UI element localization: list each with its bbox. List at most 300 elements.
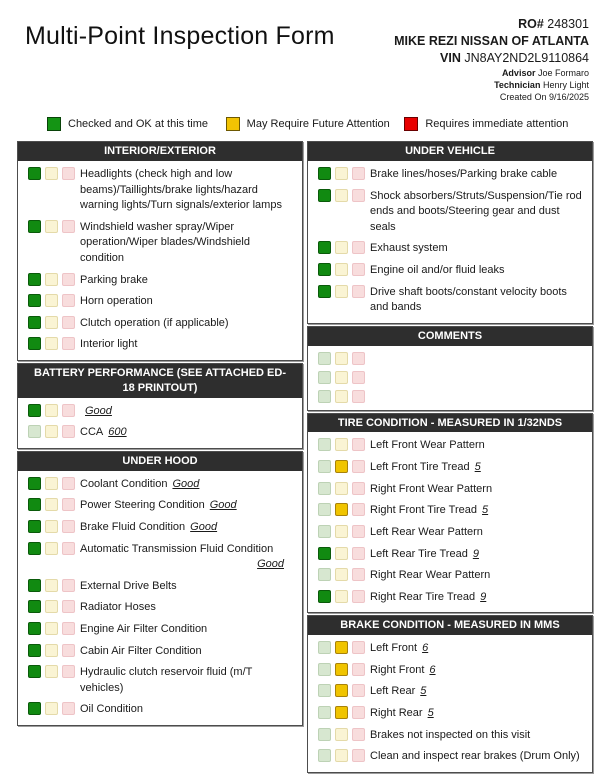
- row-label: Right Front Wear Pattern: [370, 482, 493, 495]
- status-checkbox-red[interactable]: [352, 263, 365, 276]
- row-value: 5: [474, 461, 481, 474]
- status-checkbox-red[interactable]: [352, 547, 365, 560]
- status-checkbox-green[interactable]: [318, 728, 331, 741]
- inspection-row: [18, 597, 302, 619]
- status-checkbox-yellow[interactable]: [335, 663, 348, 676]
- status-checkbox-red[interactable]: [62, 220, 75, 233]
- status-checkbox-red[interactable]: [352, 390, 365, 403]
- inspection-row: [18, 539, 302, 576]
- section-body: [308, 346, 592, 410]
- status-checkbox-yellow[interactable]: [335, 352, 348, 365]
- dealer-name: MIKE REZI NISSAN OF ATLANTA: [394, 33, 589, 48]
- status-checkbox-yellow[interactable]: [45, 702, 58, 715]
- status-checkbox-yellow[interactable]: [45, 425, 58, 438]
- row-label: Brake Fluid Condition Good: [80, 520, 218, 533]
- row-label: Cabin Air Filter Condition: [80, 644, 202, 657]
- technician-name: Henry Light: [542, 79, 589, 90]
- status-checkbox-green[interactable]: [28, 294, 41, 307]
- red-status-icon: [404, 117, 418, 131]
- section-title: COMMENTS: [308, 327, 592, 346]
- status-checkbox-red[interactable]: [352, 706, 365, 719]
- row-value: 5: [427, 707, 434, 719]
- status-checkbox-green[interactable]: [28, 665, 41, 678]
- status-checkbox-green[interactable]: [318, 749, 331, 762]
- row-label: Parking brake: [80, 273, 148, 286]
- status-checkbox-green[interactable]: [28, 316, 41, 329]
- status-checkbox-red[interactable]: [352, 525, 365, 538]
- inspection-row: [18, 291, 302, 313]
- status-checkbox-red[interactable]: [62, 316, 75, 329]
- row-label: Shock absorbers/Struts/Suspension/Tie rod ends and boots/Steering gear and dust seals: [370, 189, 582, 233]
- row-label: Left Front 6: [370, 642, 429, 655]
- status-checkboxes: [28, 702, 75, 715]
- row-label: Right Front 6: [370, 663, 436, 676]
- section-body: [18, 471, 302, 725]
- status-checkbox-green[interactable]: [28, 498, 41, 511]
- technician-label: Technician: [494, 79, 541, 90]
- section-tire-condition-measured-in-1-32nds: [307, 413, 593, 614]
- status-checkbox-yellow[interactable]: [45, 542, 58, 555]
- inspection-row: [308, 703, 592, 725]
- row-value: 5: [420, 685, 427, 698]
- status-checkbox-yellow[interactable]: [45, 404, 58, 417]
- status-checkbox-yellow[interactable]: [335, 241, 348, 254]
- inspection-row: [18, 517, 302, 539]
- row-label: Left Rear 5: [370, 685, 427, 698]
- row-label: Power Steering Condition Good: [80, 499, 237, 512]
- status-checkbox-yellow[interactable]: [335, 568, 348, 581]
- section-battery-performance-see-attached-ed-18-printout: [17, 363, 303, 449]
- status-checkbox-red[interactable]: [352, 663, 365, 676]
- inspection-row: [308, 186, 592, 239]
- row-value: Good: [257, 558, 284, 571]
- status-checkboxes: [318, 371, 365, 384]
- status-checkboxes: [318, 706, 365, 719]
- status-checkbox-yellow[interactable]: [335, 749, 348, 762]
- status-checkboxes: [318, 663, 365, 676]
- row-value: 9: [472, 547, 479, 560]
- section-under-hood: [17, 451, 303, 726]
- legend-item-future-attention: [226, 117, 405, 131]
- section-body: [308, 161, 592, 323]
- inspection-row: [18, 313, 302, 335]
- status-checkboxes: [28, 404, 75, 417]
- row-label: Exhaust system: [370, 242, 448, 255]
- inspection-row: [18, 164, 302, 217]
- status-checkbox-yellow[interactable]: [335, 390, 348, 403]
- status-checkboxes: [318, 390, 365, 403]
- row-label: Oil Condition: [80, 703, 143, 716]
- row-label: Right Front Tire Tread 5: [370, 504, 489, 517]
- status-checkbox-yellow[interactable]: [45, 520, 58, 533]
- status-checkbox-yellow[interactable]: [45, 273, 58, 286]
- status-checkbox-red[interactable]: [352, 568, 365, 581]
- status-checkboxes: [28, 622, 75, 635]
- inspection-row: [18, 474, 302, 496]
- status-checkboxes: [318, 167, 365, 180]
- section-body: [308, 432, 592, 612]
- status-checkbox-green[interactable]: [318, 189, 331, 202]
- status-checkbox-green[interactable]: [318, 460, 331, 473]
- status-checkbox-green[interactable]: [28, 273, 41, 286]
- row-label: Brake lines/hoses/Parking brake cable: [370, 167, 558, 180]
- status-checkbox-green[interactable]: [28, 477, 41, 490]
- status-checkboxes: [318, 482, 365, 495]
- created-on-line: Created On 9/16/2025: [499, 91, 589, 102]
- status-checkbox-yellow[interactable]: [335, 503, 348, 516]
- status-checkboxes: [318, 460, 365, 473]
- row-value: Good: [85, 404, 112, 417]
- row-value: 6: [422, 642, 429, 655]
- status-checkbox-red[interactable]: [352, 503, 365, 516]
- row-label: Coolant Condition Good: [80, 477, 200, 490]
- status-checkbox-yellow[interactable]: [45, 337, 58, 350]
- inspection-row: [18, 576, 302, 598]
- advisor-line: [394, 67, 589, 79]
- status-checkbox-red[interactable]: [62, 542, 75, 555]
- section-title: UNDER VEHICLE: [308, 142, 592, 161]
- row-label: Right Rear Wear Pattern: [370, 569, 491, 582]
- status-checkbox-yellow[interactable]: [45, 622, 58, 635]
- inspection-row: [308, 260, 592, 282]
- inspection-row: [308, 479, 592, 501]
- row-value: 5: [482, 504, 489, 517]
- status-checkboxes: [28, 477, 75, 490]
- section-title: BRAKE CONDITION - MEASURED IN MMS: [308, 616, 592, 635]
- status-checkbox-green[interactable]: [318, 684, 331, 697]
- inspection-row: [18, 401, 302, 423]
- status-checkboxes: [28, 665, 75, 678]
- status-checkbox-green[interactable]: [318, 390, 331, 403]
- status-checkbox-yellow[interactable]: [335, 263, 348, 276]
- status-checkboxes: [318, 438, 365, 451]
- status-checkbox-red[interactable]: [352, 482, 365, 495]
- inspection-row: [18, 641, 302, 663]
- status-checkbox-green[interactable]: [28, 600, 41, 613]
- section-brake-condition-measured-in-mms: [307, 615, 593, 773]
- status-checkboxes: [28, 520, 75, 533]
- status-checkbox-red[interactable]: [352, 438, 365, 451]
- form-columns: [17, 139, 593, 775]
- row-label: External Drive Belts: [80, 579, 177, 592]
- ro-number: 248301: [547, 17, 589, 31]
- status-checkbox-red[interactable]: [62, 498, 75, 511]
- inspection-row: [308, 164, 592, 186]
- status-checkbox-red[interactable]: [62, 294, 75, 307]
- status-checkbox-green[interactable]: [318, 547, 331, 560]
- inspection-row: [308, 349, 592, 368]
- inspection-row: [18, 422, 302, 444]
- status-checkbox-red[interactable]: [352, 749, 365, 762]
- status-checkboxes: [318, 728, 365, 741]
- status-checkbox-green[interactable]: [318, 241, 331, 254]
- status-checkbox-yellow[interactable]: [45, 498, 58, 511]
- legend-label-future-attention: May Require Future Attention: [246, 118, 390, 131]
- status-checkbox-yellow[interactable]: [45, 665, 58, 678]
- status-checkbox-yellow[interactable]: [335, 641, 348, 654]
- legend-item-immediate-attention: [404, 117, 583, 131]
- status-checkboxes: [28, 425, 75, 438]
- status-checkboxes: [318, 525, 365, 538]
- row-value: 600: [108, 426, 127, 439]
- section-body: [308, 635, 592, 772]
- row-label: Left Front Wear Pattern: [370, 439, 485, 452]
- row-label: Left Rear Tire Tread 9: [370, 547, 479, 560]
- inspection-row: [308, 238, 592, 260]
- inspection-row: [308, 387, 592, 406]
- row-label: Engine Air Filter Condition: [80, 623, 208, 635]
- status-checkbox-green[interactable]: [318, 167, 331, 180]
- status-checkbox-red[interactable]: [62, 600, 75, 613]
- row-label: Horn operation: [80, 295, 153, 308]
- status-checkbox-yellow[interactable]: [335, 525, 348, 538]
- ro-number-line: [394, 16, 589, 33]
- inspection-row: [18, 270, 302, 292]
- status-checkbox-red[interactable]: [62, 702, 75, 715]
- status-checkbox-red[interactable]: [352, 371, 365, 384]
- row-value: Good: [172, 477, 200, 490]
- inspection-row: [308, 368, 592, 387]
- status-checkbox-yellow[interactable]: [335, 189, 348, 202]
- status-checkbox-green[interactable]: [318, 663, 331, 676]
- status-checkboxes: [318, 641, 365, 654]
- status-checkbox-green[interactable]: [28, 425, 41, 438]
- inspection-row: [18, 662, 302, 699]
- status-checkboxes: [28, 600, 75, 613]
- status-checkbox-green[interactable]: [318, 438, 331, 451]
- status-checkbox-yellow[interactable]: [335, 684, 348, 697]
- row-label: Right Rear 5: [370, 707, 434, 719]
- status-checkbox-yellow[interactable]: [45, 316, 58, 329]
- page-title: Multi-Point Inspection Form: [25, 22, 335, 50]
- vin-label: VIN: [440, 50, 461, 65]
- status-checkbox-red[interactable]: [352, 241, 365, 254]
- green-status-icon: [47, 117, 61, 131]
- status-checkbox-green[interactable]: [28, 542, 41, 555]
- status-checkbox-yellow[interactable]: [45, 294, 58, 307]
- status-checkbox-yellow[interactable]: [335, 167, 348, 180]
- status-checkbox-green[interactable]: [318, 371, 331, 384]
- row-label: Clean and inspect rear brakes (Drum Only): [370, 750, 580, 763]
- status-checkbox-yellow[interactable]: [335, 371, 348, 384]
- status-checkbox-yellow[interactable]: [335, 285, 348, 298]
- status-checkbox-red[interactable]: [62, 404, 75, 417]
- section-title: UNDER HOOD: [18, 452, 302, 471]
- status-checkbox-yellow[interactable]: [335, 590, 348, 603]
- row-label: Right Rear Tire Tread 9: [370, 590, 487, 603]
- vin-value: JN8AY2ND2L9110864: [464, 50, 589, 65]
- status-checkboxes: [318, 241, 365, 254]
- section-title: INTERIOR/EXTERIOR: [18, 142, 302, 161]
- status-checkboxes: [318, 749, 365, 762]
- status-checkbox-green[interactable]: [28, 404, 41, 417]
- legend-label-immediate-attention: Requires immediate attention: [425, 118, 569, 131]
- inspection-row: [308, 725, 592, 747]
- status-checkbox-green[interactable]: [318, 263, 331, 276]
- row-label: [80, 404, 294, 420]
- status-checkbox-green[interactable]: [318, 641, 331, 654]
- status-checkbox-green[interactable]: [318, 482, 331, 495]
- row-label: Interior light: [80, 338, 138, 351]
- status-checkboxes: [318, 285, 365, 298]
- status-checkbox-yellow[interactable]: [45, 644, 58, 657]
- inspection-row: [18, 495, 302, 517]
- inspection-row: [308, 660, 592, 682]
- status-checkbox-red[interactable]: [62, 644, 75, 657]
- status-legend: [17, 103, 593, 139]
- status-checkbox-red[interactable]: [62, 520, 75, 533]
- inspection-row: [18, 334, 302, 356]
- status-checkbox-red[interactable]: [62, 622, 75, 635]
- status-checkbox-red[interactable]: [62, 477, 75, 490]
- status-checkboxes: [318, 503, 365, 516]
- row-label: Headlights (check high and low beams)/Taillights/brake lights/hazard warning lights/Turn signals/exterior lamps: [80, 167, 282, 212]
- status-checkbox-red[interactable]: [352, 285, 365, 298]
- status-checkbox-green[interactable]: [318, 503, 331, 516]
- section-body: [18, 398, 302, 448]
- status-checkbox-yellow[interactable]: [335, 706, 348, 719]
- inspection-row: [18, 619, 302, 641]
- status-checkbox-green[interactable]: [28, 520, 41, 533]
- status-checkboxes: [28, 316, 75, 329]
- section-title: TIRE CONDITION - MEASURED IN 1/32NDS: [308, 414, 592, 433]
- status-checkbox-yellow[interactable]: [335, 547, 348, 560]
- status-checkbox-red[interactable]: [352, 728, 365, 741]
- section-title: BATTERY PERFORMANCE (SEE ATTACHED ED-18 PRINTOUT): [18, 364, 302, 398]
- status-checkbox-yellow[interactable]: [335, 460, 348, 473]
- status-checkbox-red[interactable]: [352, 460, 365, 473]
- inspection-row: [308, 435, 592, 457]
- status-checkboxes: [28, 167, 75, 180]
- header-meta: [394, 16, 589, 103]
- inspection-row: [18, 699, 302, 721]
- row-label: Windshield washer spray/Wiper operation/Wiper blades/Windshield condition: [80, 220, 250, 264]
- status-checkbox-red[interactable]: [62, 337, 75, 350]
- status-checkbox-red[interactable]: [62, 425, 75, 438]
- inspection-row: [308, 544, 592, 566]
- section-under-vehicle: [307, 141, 593, 324]
- status-checkbox-green[interactable]: [318, 706, 331, 719]
- status-checkbox-red[interactable]: [352, 352, 365, 365]
- row-value: 9: [480, 590, 487, 603]
- row-label: Engine oil and/or fluid leaks: [370, 263, 505, 276]
- status-checkboxes: [28, 542, 75, 555]
- status-checkboxes: [28, 579, 75, 592]
- status-checkbox-red[interactable]: [62, 665, 75, 678]
- inspection-row: [308, 587, 592, 609]
- form-header: [17, 14, 593, 103]
- inspection-row: [308, 746, 592, 768]
- status-checkboxes: [28, 644, 75, 657]
- status-checkboxes: [28, 220, 75, 233]
- status-checkboxes: [318, 263, 365, 276]
- row-label: Automatic Transmission Fluid Condition: [80, 542, 274, 555]
- legend-label-ok: Checked and OK at this time: [68, 118, 209, 131]
- inspection-row: [308, 500, 592, 522]
- row-label: Hydraulic clutch reservoir fluid (m/T vehicles): [80, 666, 253, 694]
- status-checkbox-green[interactable]: [28, 337, 41, 350]
- status-checkbox-green[interactable]: [28, 622, 41, 635]
- status-checkbox-red[interactable]: [352, 641, 365, 654]
- status-checkbox-yellow[interactable]: [45, 167, 58, 180]
- status-checkbox-green[interactable]: [28, 579, 41, 592]
- row-label: Radiator Hoses: [80, 601, 156, 614]
- status-checkbox-green[interactable]: [28, 167, 41, 180]
- status-checkboxes: [28, 273, 75, 286]
- status-checkboxes: [318, 189, 365, 202]
- left-column: [17, 141, 303, 775]
- status-checkbox-red[interactable]: [352, 189, 365, 202]
- status-checkbox-green[interactable]: [318, 525, 331, 538]
- row-label: Brakes not inspected on this visit: [370, 728, 531, 741]
- vin-line: [394, 50, 589, 67]
- status-checkboxes: [28, 337, 75, 350]
- row-value-line: [80, 557, 294, 573]
- status-checkboxes: [318, 352, 365, 365]
- section-comments: [307, 326, 593, 411]
- status-checkbox-red[interactable]: [352, 167, 365, 180]
- row-label: CCA 600: [80, 426, 127, 439]
- inspection-row: [308, 522, 592, 544]
- technician-line: [394, 79, 589, 91]
- status-checkbox-green[interactable]: [318, 285, 331, 298]
- inspection-row: [308, 282, 592, 319]
- inspection-row: [308, 638, 592, 660]
- right-column: [307, 141, 593, 775]
- row-label: Left Front Tire Tread 5: [370, 461, 481, 474]
- row-value: Good: [209, 499, 237, 512]
- status-checkboxes: [318, 568, 365, 581]
- section-interior-exterior: [17, 141, 303, 361]
- status-checkbox-green[interactable]: [28, 702, 41, 715]
- inspection-row: [308, 457, 592, 479]
- legend-item-ok: [47, 117, 226, 131]
- status-checkbox-yellow[interactable]: [335, 728, 348, 741]
- status-checkbox-yellow[interactable]: [45, 600, 58, 613]
- row-value: 6: [429, 663, 436, 676]
- status-checkbox-yellow[interactable]: [335, 438, 348, 451]
- status-checkboxes: [28, 498, 75, 511]
- inspection-row: [308, 681, 592, 703]
- status-checkboxes: [318, 590, 365, 603]
- status-checkbox-green[interactable]: [28, 220, 41, 233]
- row-label: Left Rear Wear Pattern: [370, 525, 483, 538]
- status-checkbox-red[interactable]: [62, 167, 75, 180]
- status-checkbox-green[interactable]: [28, 644, 41, 657]
- status-checkbox-red[interactable]: [352, 684, 365, 697]
- inspection-row: [308, 565, 592, 587]
- status-checkboxes: [318, 547, 365, 560]
- status-checkbox-yellow[interactable]: [45, 477, 58, 490]
- status-checkbox-green[interactable]: [318, 590, 331, 603]
- status-checkbox-yellow[interactable]: [335, 482, 348, 495]
- status-checkbox-red[interactable]: [62, 273, 75, 286]
- row-label: Clutch operation (if applicable): [80, 316, 229, 329]
- status-checkbox-green[interactable]: [318, 352, 331, 365]
- status-checkboxes: [28, 294, 75, 307]
- status-checkboxes: [318, 684, 365, 697]
- advisor-name: Joe Formaro: [537, 67, 589, 78]
- advisor-label: Advisor: [501, 67, 536, 78]
- status-checkbox-red[interactable]: [352, 590, 365, 603]
- status-checkbox-yellow[interactable]: [45, 579, 58, 592]
- section-body: [18, 161, 302, 360]
- status-checkbox-green[interactable]: [318, 568, 331, 581]
- status-checkbox-yellow[interactable]: [45, 220, 58, 233]
- inspection-row: [18, 217, 302, 270]
- yellow-status-icon: [226, 117, 240, 131]
- status-checkbox-red[interactable]: [62, 579, 75, 592]
